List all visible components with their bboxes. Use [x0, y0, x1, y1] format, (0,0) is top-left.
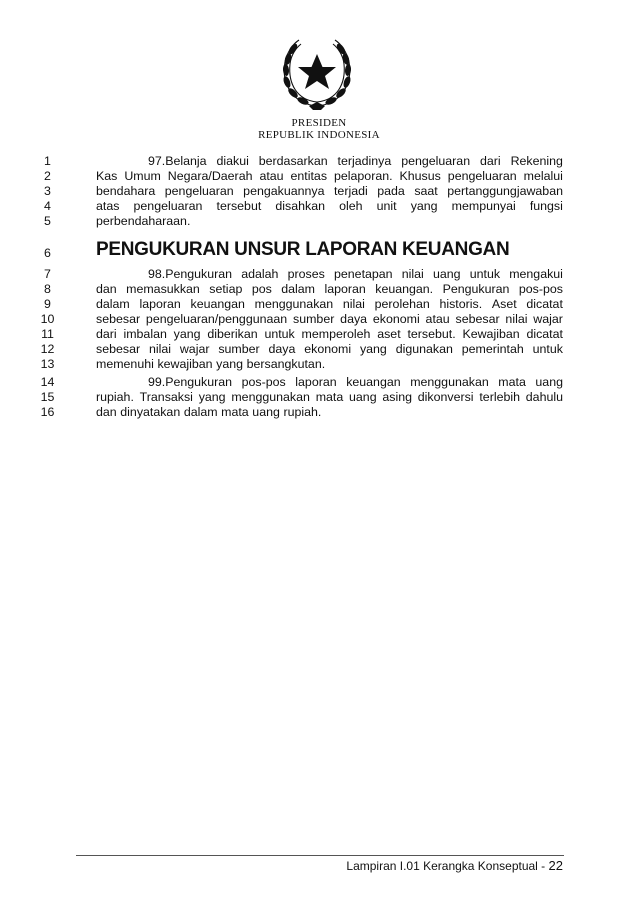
paragraph-98-line	[96, 282, 563, 297]
word: keuangan	[346, 375, 401, 389]
word: 97.Belanja	[148, 154, 207, 168]
word: rupiah.	[283, 405, 322, 419]
word: Rekening	[510, 154, 563, 168]
word: mempunyai	[451, 199, 516, 213]
word: pengeluaran/penggunaan	[145, 312, 288, 326]
word: uang	[535, 375, 563, 389]
line-number: 13	[40, 357, 55, 371]
word: menggunakan	[254, 297, 334, 311]
word: unit	[376, 199, 397, 213]
word: dalam	[281, 282, 315, 296]
word: perolehan	[374, 297, 430, 311]
word: dan	[96, 282, 117, 296]
line-number: 8	[44, 282, 51, 296]
word: kewajiban	[157, 357, 213, 371]
word: dalam	[183, 405, 218, 419]
word: yang	[410, 199, 438, 213]
word: memasukkan	[126, 282, 200, 296]
paragraph-98-line	[96, 312, 563, 327]
word: entitas	[290, 169, 328, 183]
word: yang	[359, 342, 387, 356]
word: oleh	[339, 199, 363, 213]
word: Umum	[124, 169, 161, 183]
word: nilai	[342, 297, 365, 311]
word: Aset	[491, 297, 517, 311]
word: adalah	[241, 267, 279, 281]
word: dari	[96, 327, 117, 341]
word: aset	[377, 327, 401, 341]
word: imbalan	[123, 327, 167, 341]
line-number: 10	[40, 312, 55, 326]
line-number: 12	[40, 342, 55, 356]
word: sumber	[218, 342, 260, 356]
line-number: 11	[41, 327, 54, 341]
word: pengeluaran	[164, 184, 234, 198]
line-number: 5	[44, 214, 51, 228]
word: mata	[315, 390, 344, 404]
word: memenuhi	[96, 357, 154, 371]
word: dikonversi	[417, 390, 474, 404]
line-number: 15	[40, 390, 55, 404]
word: saat	[414, 184, 438, 198]
word: ekonomi	[372, 312, 420, 326]
word: diakui	[216, 154, 249, 168]
word: ekonomi	[304, 342, 352, 356]
word: bendahara	[96, 184, 156, 198]
paragraph-97-line	[148, 154, 563, 169]
word: atau	[259, 169, 284, 183]
word: menggunakan	[231, 390, 310, 404]
word: penetapan	[334, 267, 393, 281]
word: pengeluaran	[401, 154, 471, 168]
word: pemerintah	[461, 342, 524, 356]
word: keuangan	[190, 297, 245, 311]
word: rupiah.	[96, 390, 134, 404]
word: daya	[268, 342, 296, 356]
paragraph-97-line	[96, 214, 563, 229]
section-heading: PENGUKURAN UNSUR LAPORAN KEUANGAN	[96, 239, 510, 260]
word: sebesar	[96, 312, 141, 326]
word: untuk	[532, 342, 563, 356]
word: dan	[96, 405, 117, 419]
word: pelaporan.	[333, 169, 393, 183]
word: untuk	[264, 327, 295, 341]
paragraph-99-line	[96, 390, 563, 405]
word: diberikan	[207, 327, 258, 341]
word: daya	[340, 312, 368, 326]
word: yang	[198, 390, 226, 404]
word: pada	[377, 184, 405, 198]
word: memperoleh	[301, 327, 371, 341]
word: terlebih	[479, 390, 520, 404]
word: Kewajiban	[462, 327, 520, 341]
word: 99.Pengukuran	[148, 375, 233, 389]
line-number: 2	[44, 169, 51, 183]
word: atau	[425, 312, 450, 326]
footer-divider	[76, 855, 564, 856]
word: wajar	[533, 312, 563, 326]
word: wajar	[179, 342, 210, 356]
paragraph-97-line	[96, 199, 563, 214]
word: pengeluaran	[447, 169, 517, 183]
line-number: 16	[40, 405, 55, 419]
word: terjadinya	[337, 154, 392, 168]
word: dicatat	[526, 327, 563, 341]
word: perbendaharaan.	[96, 214, 191, 228]
line-number: 3	[44, 184, 51, 198]
word: uang	[432, 267, 461, 281]
word: laporan	[139, 297, 181, 311]
word: laporan	[324, 282, 366, 296]
word: pos-pos	[518, 282, 563, 296]
word: uang	[252, 405, 280, 419]
word: mata	[221, 405, 249, 419]
header-presiden: PRESIDEN	[291, 117, 347, 129]
word: untuk	[469, 267, 501, 281]
line-number: 6	[44, 246, 51, 260]
word: tersebut	[216, 199, 262, 213]
word: sebesar	[455, 312, 500, 326]
word: Pengukuran	[442, 282, 510, 296]
word: dalam	[96, 297, 130, 311]
word: pos-pos	[241, 375, 286, 389]
paragraph-97-line	[96, 184, 563, 199]
word: nilai	[505, 312, 528, 326]
word: terjadi	[333, 184, 368, 198]
paragraph-98-line	[96, 327, 563, 342]
word: Kas	[96, 169, 118, 183]
word: uang	[349, 390, 377, 404]
word: berdasarkan	[258, 154, 328, 168]
word: melalui	[523, 169, 563, 183]
word: nilai	[401, 267, 424, 281]
word: Khusus	[399, 169, 441, 183]
word: dinyatakan	[120, 405, 181, 419]
word: fungsi	[529, 199, 563, 213]
word: proses	[287, 267, 325, 281]
paragraph-98-line	[96, 342, 563, 357]
page-number: 22	[548, 858, 563, 873]
line-number: 1	[44, 154, 51, 168]
word: asing	[382, 390, 412, 404]
word: pengakuannya	[243, 184, 325, 198]
word: pos	[251, 282, 272, 296]
paragraph-98-line	[148, 267, 563, 282]
word: yang	[216, 357, 244, 371]
word: atas	[96, 199, 120, 213]
paragraph-99-line	[96, 405, 563, 420]
paragraph-98-line	[96, 297, 563, 312]
header-republik-indonesia: REPUBLIK INDONESIA	[258, 129, 380, 141]
paragraph-99-line	[148, 375, 563, 390]
word: disahkan	[275, 199, 325, 213]
word: pengeluaran	[133, 199, 203, 213]
word: Transaksi	[139, 390, 193, 404]
word: nilai	[148, 342, 171, 356]
word: mengakui	[509, 267, 563, 281]
word: setiap	[209, 282, 243, 296]
word: yang	[173, 327, 201, 341]
footer	[346, 858, 563, 873]
line-number: 4	[44, 199, 51, 213]
word: tersebut.	[407, 327, 456, 341]
word: keuangan.	[375, 282, 434, 296]
paragraph-97-line	[96, 169, 563, 184]
word: pertanggungjawaban	[447, 184, 563, 198]
word: sumber	[293, 312, 335, 326]
word: bersangkutan.	[246, 357, 326, 371]
word: mata	[498, 375, 526, 389]
word: menggunakan	[410, 375, 489, 389]
word: Negara/Daerah	[167, 169, 253, 183]
word: historis.	[439, 297, 483, 311]
garuda-emblem-icon	[275, 32, 359, 112]
word: dahulu	[525, 390, 563, 404]
word: 98.Pengukuran	[148, 267, 233, 281]
word: dicatat	[526, 297, 563, 311]
line-number: 9	[44, 297, 51, 311]
word: laporan	[295, 375, 337, 389]
word: sebesar	[96, 342, 141, 356]
footer-label: Lampiran I.01 Kerangka Konseptual -	[346, 859, 546, 873]
word: dari	[480, 154, 501, 168]
word: digunakan	[395, 342, 453, 356]
line-number: 7	[44, 267, 51, 281]
line-number: 14	[40, 375, 55, 389]
paragraph-98-line	[96, 357, 563, 372]
